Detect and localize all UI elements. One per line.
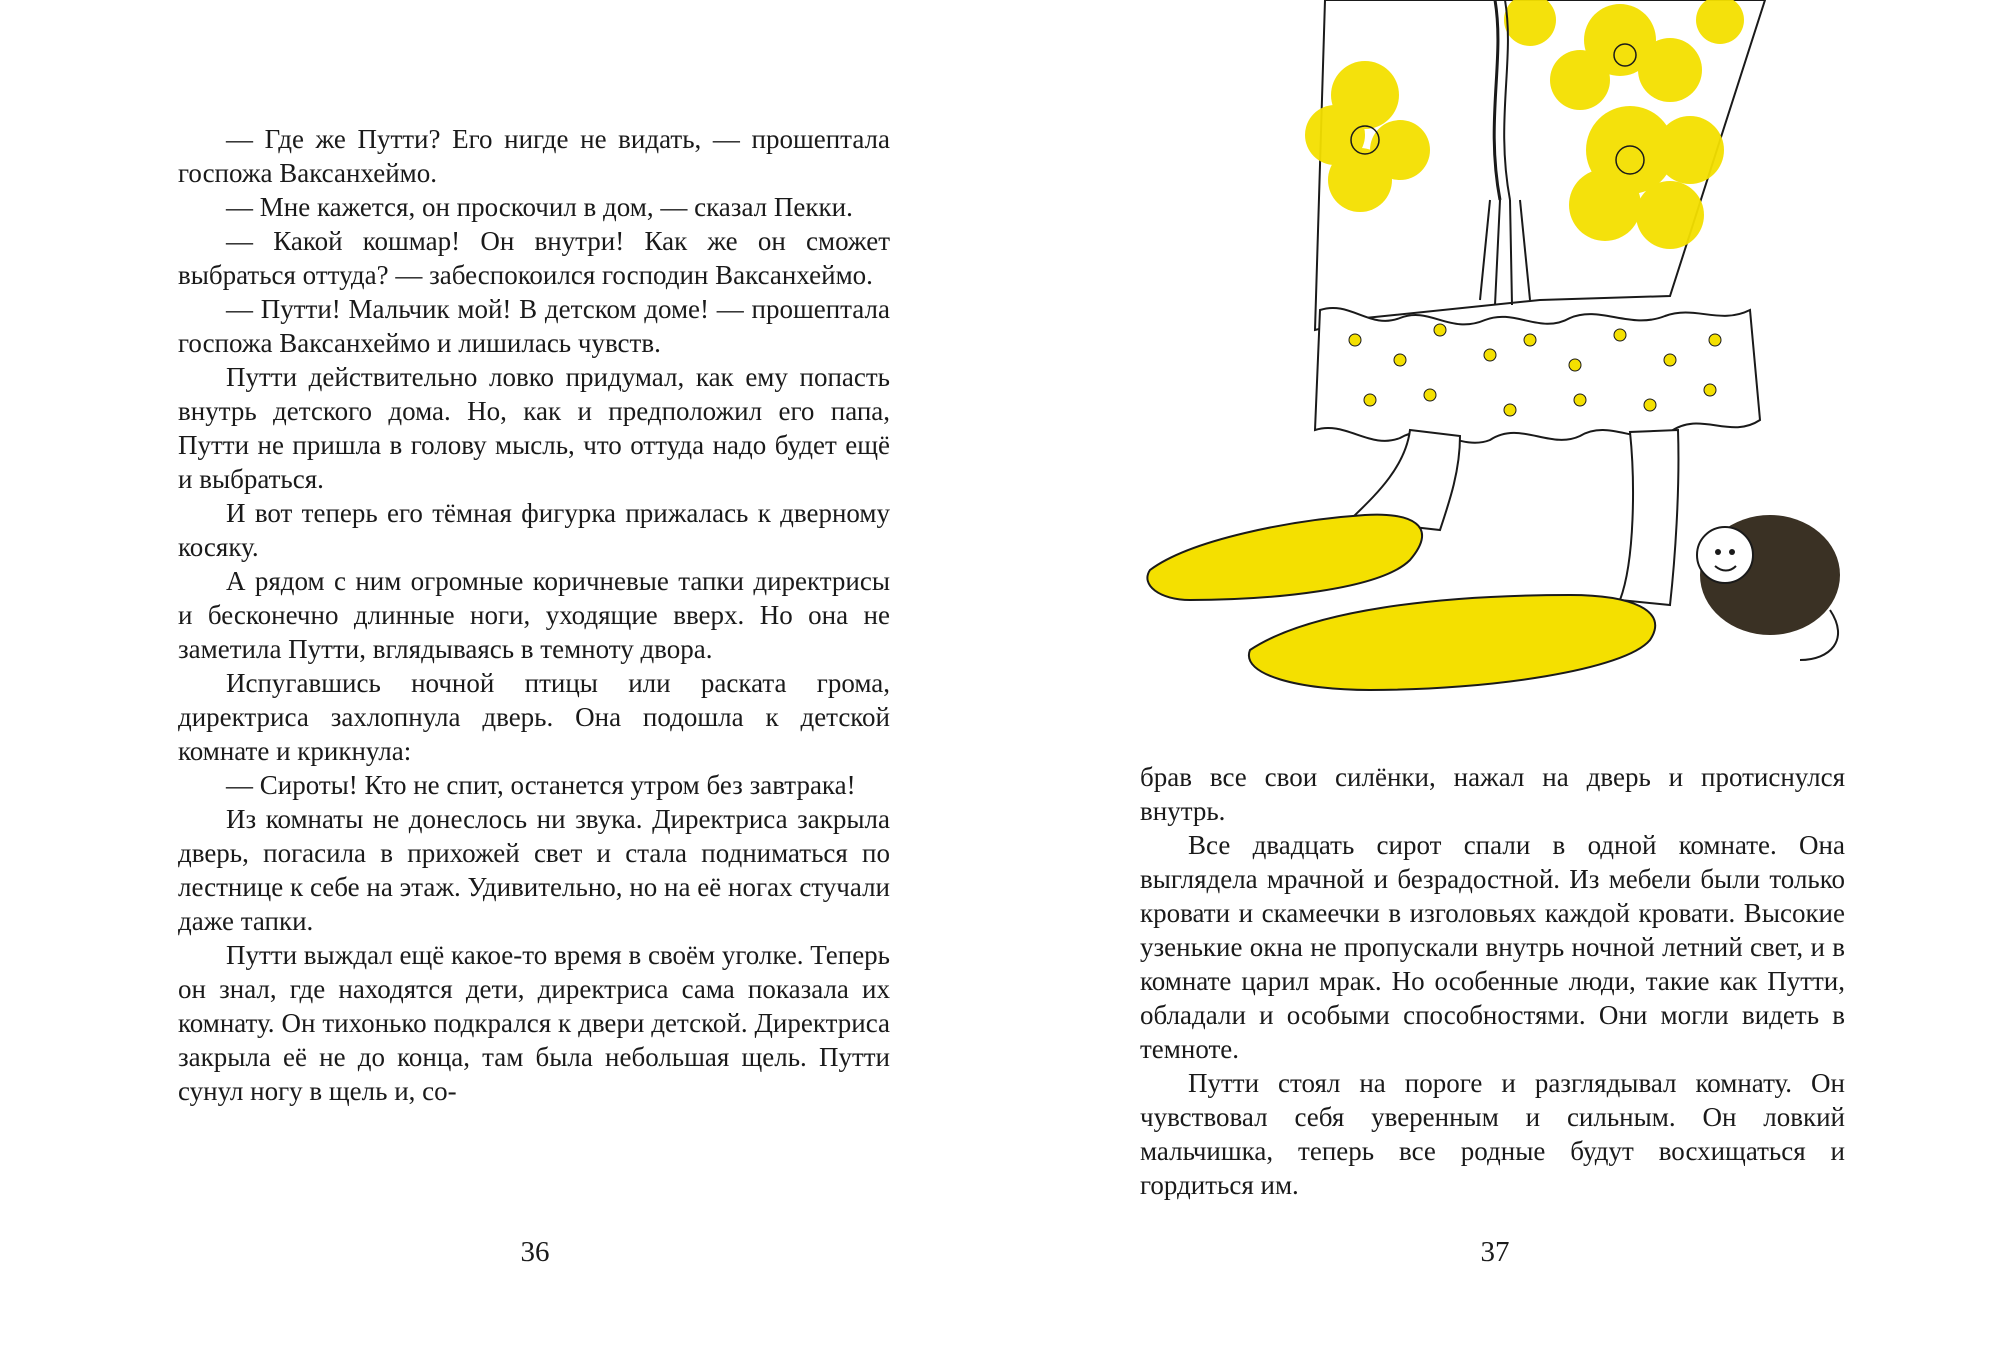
dress	[1305, 0, 1765, 443]
paragraph: Путти выждал ещё какое-то время в своём уголке. Теперь он знал, где находятся дети, директриса сама показала их комнату. Он тихонько подкрался к двери детской. Директриса закрыла её не до конца, там была небольшая щель. Путти сунул ногу в щель и, со-	[178, 940, 890, 1106]
page-number: 37	[1480, 1236, 1510, 1268]
paragraph: А рядом с ним огромные коричневые тапки директрисы и бесконечно длинные ноги, уходящие вверх. Но она не заметила Путти, вглядываясь в темноту двора.	[178, 566, 890, 664]
paragraph: Из комнаты не донеслось ни звука. Директриса закрыла дверь, погасила в прихожей свет и стала подниматься по лестнице к себе на этаж. Удивительно, но на её ногах стучали даже тапки.	[178, 804, 890, 936]
paragraph: — Путти! Мальчик мой! В детском доме! — прошептала госпожа Ваксанхеймо и лишилась чувств.	[178, 294, 890, 358]
paragraph: Испугавшись ночной птицы или раската грома, директриса захлопнула дверь. Она подошла к детской комнате и крикнула:	[178, 668, 890, 766]
paragraph: Путти стоял на пороге и разглядывал комнату. Он чувствовал себя уверенным и сильным. Он ловкий мальчишка, теперь все родные будут восхищаться и гордиться им.	[1140, 1068, 1845, 1200]
illustration	[1110, 0, 1890, 720]
putti-figure	[1697, 515, 1840, 660]
slippers	[1147, 515, 1655, 690]
paragraph: — Какой кошмар! Он внутри! Как же он сможет выбраться оттуда? — забеспокоился господин Ваксанхеймо.	[178, 226, 890, 290]
paragraph: — Мне кажется, он проскочил в дом, — сказал Пекки.	[226, 192, 853, 222]
paragraph: брав все свои силёнки, нажал на дверь и протиснулся внутрь.	[1140, 762, 1845, 826]
paragraph: Путти действительно ловко придумал, как ему попасть внутрь детского дома. Но, как и предположил его папа, Путти не пришла в голову мысль, что оттуда надо будет ещё и выбраться.	[178, 362, 890, 494]
right-page-text	[1140, 760, 1845, 1202]
paragraph: — Сироты! Кто не спит, останется утром без завтрака!	[226, 770, 856, 800]
right-page	[1000, 0, 2000, 1353]
paragraph: Все двадцать сирот спали в одной комнате. Она выглядела мрачной и безрадостной. Из мебели были только кровати и скамеечки в изголовьях каждой кровати. Высокие узенькие окна не пропускали внутрь ночной летний свет, и в комнате царил мрак. Но особенные люди, такие как Путти, обладали и особыми способностями. Они могли видеть в темноте.	[1140, 830, 1845, 1064]
left-page-text	[178, 122, 890, 1108]
paragraph: И вот теперь его тёмная фигурка прижалась к дверному косяку.	[178, 498, 890, 562]
paragraph: — Где же Путти? Его нигде не видать, — прошептала госпожа Ваксанхеймо.	[178, 124, 890, 188]
page-number: 36	[520, 1236, 550, 1268]
